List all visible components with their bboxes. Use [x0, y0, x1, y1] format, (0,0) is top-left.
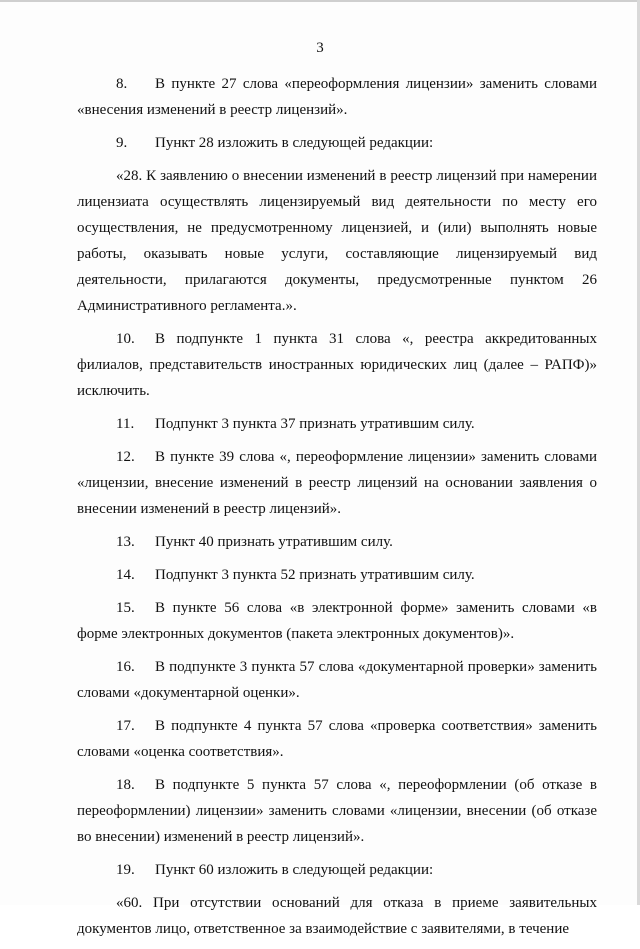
paragraph-number: 8.	[116, 76, 128, 92]
document-body	[77, 71, 597, 949]
paragraph-18	[77, 772, 597, 850]
paragraph-number: 12.	[116, 449, 135, 465]
paragraph-text: Пункт 60 изложить в следующей редакции:	[155, 862, 434, 878]
scan-top-edge	[0, 0, 640, 2]
paragraph-8	[77, 71, 597, 123]
paragraph-text: В пункте 27 слова «переоформления лицензии» заменить словами «внесения изменений в реестр лицензий».	[77, 76, 597, 118]
paragraph-12	[77, 444, 597, 522]
paragraph-text: Подпункт 3 пункта 52 признать утратившим силу.	[155, 567, 475, 583]
page-number: 3	[316, 40, 324, 56]
paragraph-number: 13.	[116, 534, 135, 550]
paragraph-text: «60. При отсутствии оснований для отказа в приеме заявительных документов лицо, ответственное за взаимодействие с заявителями, в течение	[77, 895, 597, 937]
paragraph-number: 19.	[116, 862, 135, 878]
paragraph-text: В подпункте 1 пункта 31 слова «, реестра аккредитованных филиалов, представительств иностранных юридических лиц (далее – РАПФ)» исключить.	[77, 331, 597, 399]
paragraph-15	[77, 595, 597, 647]
paragraph-number: 14.	[116, 567, 135, 583]
paragraph-number: 11.	[116, 416, 135, 432]
paragraph-number: 16.	[116, 659, 135, 675]
paragraph-10	[77, 326, 597, 404]
paragraph-text: «28. К заявлению о внесении изменений в реестр лицензий при намерении лицензиата осуществлять лицензируемый вид деятельности по месту его осуществления, не предусмотренному лицензией, и (или) выполнять новые работы, оказывать новые услуги, составляющие лицензируемый вид деятельности, прилагаются документы, предусмотренные пунктом 26 Административного регламента.».	[77, 168, 597, 314]
paragraph-number: 9.	[116, 135, 128, 151]
paragraph-14	[77, 562, 597, 588]
paragraph-text: Пункт 40 признать утратившим силу.	[155, 534, 393, 550]
quoted-paragraph-28	[77, 163, 597, 319]
paragraph-number: 10.	[116, 331, 135, 347]
paragraph-11	[77, 411, 597, 437]
paragraph-number: 18.	[116, 777, 135, 793]
paragraph-text: Пункт 28 изложить в следующей редакции:	[155, 135, 434, 151]
paragraph-text: В подпункте 4 пункта 57 слова «проверка соответствия» заменить словами «оценка соответствия».	[77, 718, 597, 760]
paragraph-text: В подпункте 3 пункта 57 слова «документарной проверки» заменить словами «документарной оценки».	[77, 659, 597, 701]
paragraph-text: В пункте 56 слова «в электронной форме» заменить словами «в форме электронных документов (пакета электронных документов)».	[77, 600, 597, 642]
paragraph-text: В подпункте 5 пункта 57 слова «, переоформлении (об отказе в переоформлении) лицензии» заменить словами «лицензии, внесении (об отказе во внесении) изменений в реестр лицензий».	[77, 777, 597, 845]
paragraph-17	[77, 713, 597, 765]
paragraph-9	[77, 130, 597, 156]
paragraph-text: Подпункт 3 пункта 37 признать утратившим силу.	[155, 416, 475, 432]
paragraph-text: В пункте 39 слова «, переоформление лицензии» заменить словами «лицензии, внесение изменений в реестр лицензий на основании заявления о внесении изменений в реестр лицензий».	[77, 449, 597, 517]
paragraph-13	[77, 529, 597, 555]
paragraph-19	[77, 857, 597, 883]
paragraph-number: 15.	[116, 600, 135, 616]
quoted-paragraph-60	[77, 890, 597, 942]
paragraph-number: 17.	[116, 718, 135, 734]
paragraph-16	[77, 654, 597, 706]
